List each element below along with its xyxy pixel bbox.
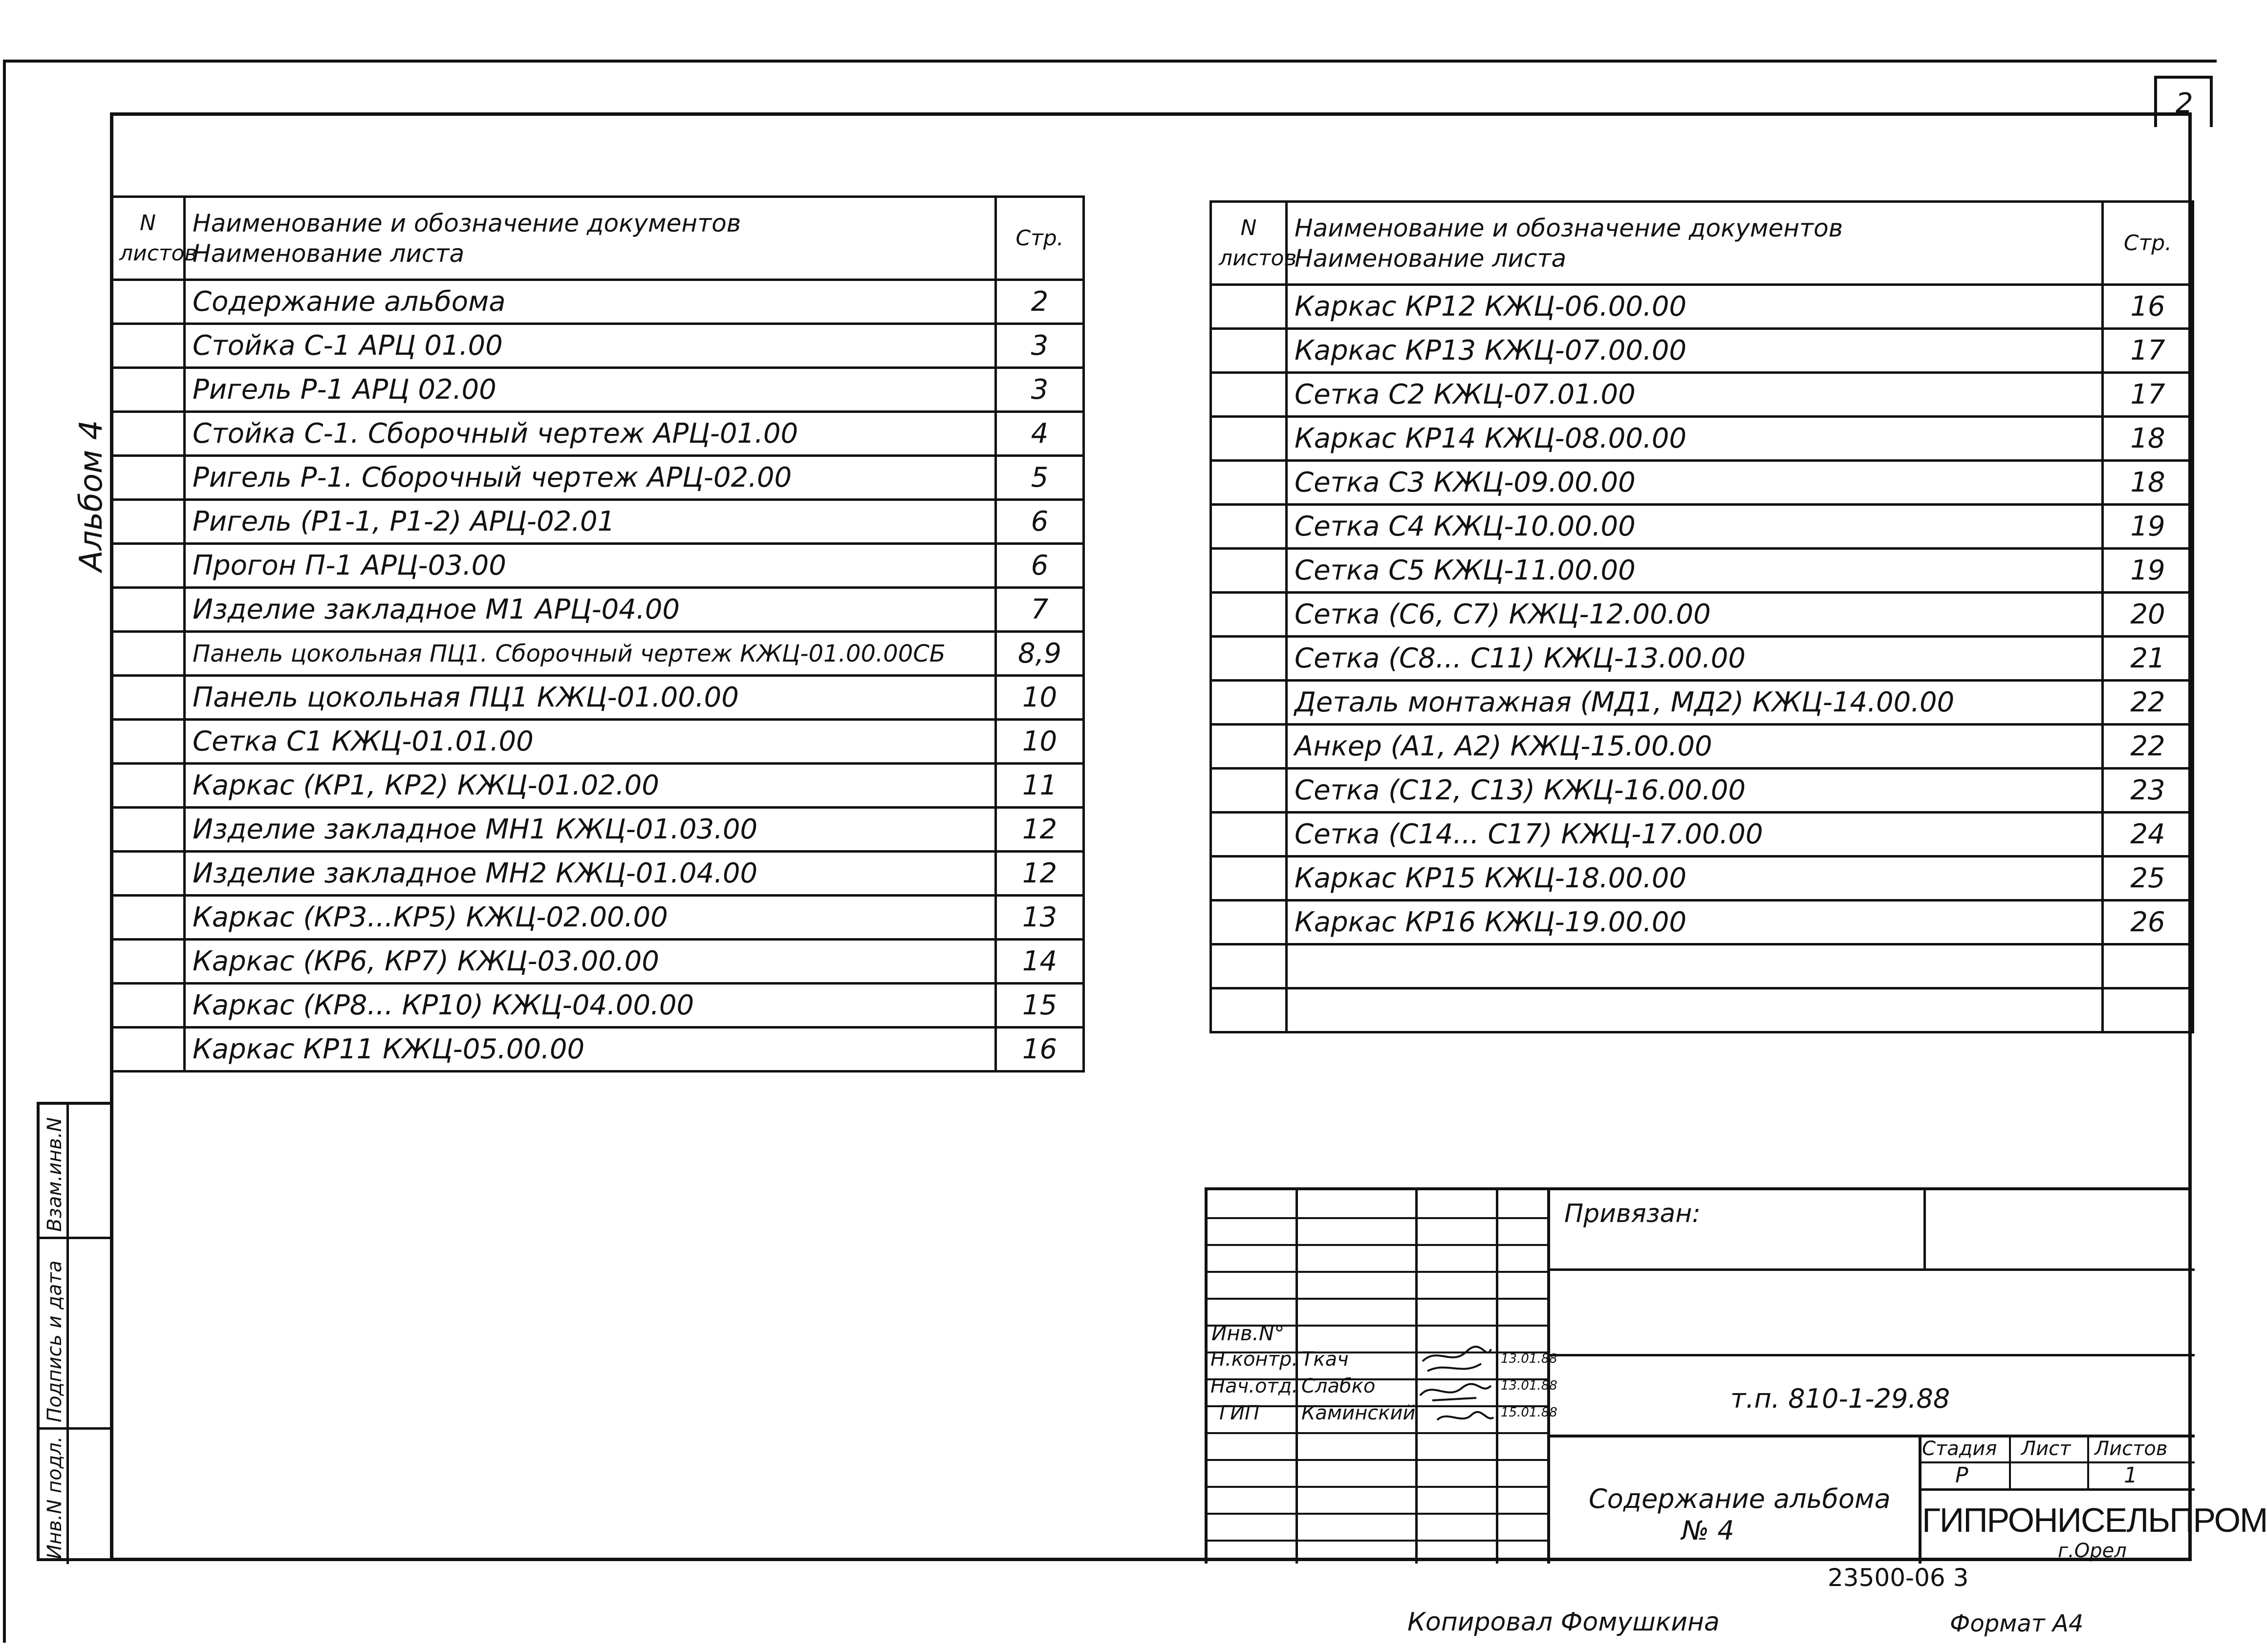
row-name: Изделие закладное МН1 КЖЦ-01.03.00 — [185, 808, 996, 852]
role-label: ГИП — [1219, 1402, 1260, 1424]
left-contents-table — [110, 195, 1085, 1073]
row-page: 13 — [996, 896, 1084, 940]
table-row — [1211, 373, 2193, 417]
table-row — [1211, 549, 2193, 593]
table-row — [1211, 285, 2193, 329]
row-name: Каркас КР16 КЖЦ-19.00.00 — [1287, 901, 2103, 944]
row-page: 22 — [2103, 681, 2193, 725]
table-row — [111, 1028, 1084, 1072]
row-page: 18 — [2103, 417, 2193, 461]
table-row — [111, 852, 1084, 896]
row-page: 22 — [2103, 725, 2193, 769]
stage-label: Стадия — [1922, 1437, 1997, 1460]
side-stamp-replace-inv: Взам.инв.N — [43, 1117, 66, 1232]
table-row — [1211, 769, 2193, 813]
col-header-name: Наименование и обозначение документов Наименование листа — [185, 197, 996, 280]
row-name: Панель цокольная ПЦ1 КЖЦ-01.00.00 — [185, 676, 996, 720]
row-page: 18 — [2103, 461, 2193, 505]
col-header-sheet-num: N листов — [1211, 202, 1287, 285]
row-page: 6 — [996, 500, 1084, 544]
table-row — [111, 632, 1084, 676]
sheet-value: 1 — [2124, 1463, 2137, 1488]
row-name: Ригель Р-1 АРЦ 02.00 — [185, 368, 996, 412]
signature-grid — [1208, 1190, 1557, 1564]
col-header-sheet-num: N листов — [111, 197, 185, 280]
row-name: Каркас КР15 КЖЦ-18.00.00 — [1287, 857, 2103, 901]
row-name: Сетка С4 КЖЦ-10.00.00 — [1287, 505, 2103, 549]
row-name: Сетка С3 КЖЦ-09.00.00 — [1287, 461, 2103, 505]
row-page: 21 — [2103, 637, 2193, 681]
row-page: 17 — [2103, 373, 2193, 417]
table-row — [1211, 681, 2193, 725]
table-row — [111, 676, 1084, 720]
row-page: 19 — [2103, 505, 2193, 549]
table-row — [111, 808, 1084, 852]
table-row — [1211, 329, 2193, 373]
sheets-label: Листов — [2094, 1437, 2168, 1460]
side-stamp — [37, 1102, 110, 1561]
table-row — [1211, 461, 2193, 505]
left-table-body — [111, 280, 1084, 1072]
row-page: 20 — [2103, 593, 2193, 637]
sign-date: 13.01.88 — [1501, 1378, 1557, 1393]
sheet-label: Лист — [2021, 1437, 2071, 1460]
row-page: 16 — [996, 1028, 1084, 1072]
copied-by: Копировал Фомушкина — [1407, 1608, 1720, 1637]
row-page: 24 — [2103, 813, 2193, 857]
row-name: Сетка (С12, С13) КЖЦ-16.00.00 — [1287, 769, 2103, 813]
doc-title-line2: № 4 — [1682, 1515, 1734, 1546]
table-row — [1211, 637, 2193, 681]
row-name: Каркас (КР1, КР2) КЖЦ-01.02.00 — [185, 764, 996, 808]
row-page: 11 — [996, 764, 1084, 808]
table-row — [111, 588, 1084, 632]
row-page: 3 — [996, 368, 1084, 412]
table-row — [111, 368, 1084, 412]
project-code: т.п. 810-1-29.88 — [1730, 1383, 1950, 1414]
row-name: Сетка (С14... С17) КЖЦ-17.00.00 — [1287, 813, 2103, 857]
row-page: 12 — [996, 808, 1084, 852]
table-row — [111, 940, 1084, 984]
table-row — [111, 412, 1084, 456]
table-row — [111, 324, 1084, 368]
row-page: 17 — [2103, 329, 2193, 373]
table-row — [1211, 988, 2193, 1032]
side-stamp-signature-date: Подпись и дата — [43, 1260, 66, 1422]
row-name: Сетка С1 КЖЦ-01.01.00 — [185, 720, 996, 764]
signer-name: Каминский — [1301, 1402, 1416, 1424]
table-row — [111, 456, 1084, 500]
row-name: Ригель (Р1-1, Р1-2) АРЦ-02.01 — [185, 500, 996, 544]
table-row — [1211, 813, 2193, 857]
col-header-page: Стр. — [996, 197, 1084, 280]
row-page: 5 — [996, 456, 1084, 500]
signature-scribble — [1418, 1342, 1498, 1430]
paper-format: Формат А4 — [1950, 1610, 2084, 1637]
side-stamp-original-inv: Инв.N подл. — [43, 1436, 66, 1559]
row-name: Каркас (КР3...КР5) КЖЦ-02.00.00 — [185, 896, 996, 940]
row-page: 16 — [2103, 285, 2193, 329]
row-name — [1287, 988, 2103, 1032]
row-name: Сетка (С8... С11) КЖЦ-13.00.00 — [1287, 637, 2103, 681]
col-header-name: Наименование и обозначение документов Наименование листа — [1287, 202, 2103, 285]
col-header-page: Стр. — [2103, 202, 2193, 285]
bound-label: Привязан: — [1564, 1199, 1701, 1228]
sheet-number: 2 — [2176, 87, 2193, 119]
row-name: Анкер (А1, А2) КЖЦ-15.00.00 — [1287, 725, 2103, 769]
table-row — [1211, 944, 2193, 988]
row-page: 19 — [2103, 549, 2193, 593]
row-name: Стойка С-1 АРЦ 01.00 — [185, 324, 996, 368]
doc-title-line1: Содержание альбома — [1589, 1483, 1891, 1514]
row-name: Сетка (С6, С7) КЖЦ-12.00.00 — [1287, 593, 2103, 637]
row-page: 26 — [2103, 901, 2193, 944]
right-contents-table — [1209, 200, 2194, 1033]
order-number: 23500-06 3 — [1828, 1564, 1969, 1592]
table-row — [111, 544, 1084, 588]
row-name: Сетка С5 КЖЦ-11.00.00 — [1287, 549, 2103, 593]
row-name: Каркас КР12 КЖЦ-06.00.00 — [1287, 285, 2103, 329]
table-row — [1211, 725, 2193, 769]
signer-name: Слабко — [1301, 1375, 1376, 1397]
stage-value: Р — [1955, 1463, 1968, 1488]
row-name: Деталь монтажная (МД1, МД2) КЖЦ-14.00.00 — [1287, 681, 2103, 725]
table-row — [1211, 901, 2193, 944]
row-name: Стойка С-1. Сборочный чертеж АРЦ-01.00 — [185, 412, 996, 456]
row-name: Изделие закладное МН2 КЖЦ-01.04.00 — [185, 852, 996, 896]
table-row — [1211, 505, 2193, 549]
row-name: Каркас (КР6, КР7) КЖЦ-03.00.00 — [185, 940, 996, 984]
row-page — [2103, 944, 2193, 988]
organization-name: ГИПРОНИСЕЛЬПРОМ — [1922, 1501, 2267, 1539]
row-page: 3 — [996, 324, 1084, 368]
organization-city: г.Орел — [2058, 1540, 2127, 1562]
row-page: 12 — [996, 852, 1084, 896]
title-block — [1205, 1187, 2267, 1564]
table-row — [1211, 857, 2193, 901]
row-name: Сетка С2 КЖЦ-07.01.00 — [1287, 373, 2103, 417]
row-page: 10 — [996, 720, 1084, 764]
table-row — [1211, 417, 2193, 461]
row-page: 8,9 — [996, 632, 1084, 676]
role-label: Нач.отд. — [1210, 1375, 1298, 1397]
table-row — [1211, 593, 2193, 637]
row-page: 7 — [996, 588, 1084, 632]
row-name: Каркас КР13 КЖЦ-07.00.00 — [1287, 329, 2103, 373]
table-row — [111, 896, 1084, 940]
table-row — [111, 500, 1084, 544]
row-name: Каркас КР11 КЖЦ-05.00.00 — [185, 1028, 996, 1072]
row-page: 2 — [996, 280, 1084, 324]
row-name: Содержание альбома — [185, 280, 996, 324]
table-row — [111, 984, 1084, 1028]
row-page: 15 — [996, 984, 1084, 1028]
table-row — [111, 764, 1084, 808]
table-row — [111, 280, 1084, 324]
role-label: Н.контр. — [1210, 1348, 1298, 1371]
table-row — [111, 720, 1084, 764]
row-page: 4 — [996, 412, 1084, 456]
right-table-body — [1211, 285, 2193, 1032]
row-name: Панель цокольная ПЦ1. Сборочный чертеж КЖЦ-01.00.00СБ — [185, 632, 996, 676]
row-name: Ригель Р-1. Сборочный чертеж АРЦ-02.00 — [185, 456, 996, 500]
signer-name: Ткач — [1301, 1348, 1349, 1371]
row-page — [2103, 988, 2193, 1032]
row-name — [1287, 944, 2103, 988]
row-page: 6 — [996, 544, 1084, 588]
row-page: 23 — [2103, 769, 2193, 813]
sheet-number-box — [2154, 76, 2213, 127]
row-name: Каркас (КР8... КР10) КЖЦ-04.00.00 — [185, 984, 996, 1028]
row-page: 10 — [996, 676, 1084, 720]
row-name: Прогон П-1 АРЦ-03.00 — [185, 544, 996, 588]
row-name: Каркас КР14 КЖЦ-08.00.00 — [1287, 417, 2103, 461]
row-page: 25 — [2103, 857, 2193, 901]
row-name: Изделие закладное М1 АРЦ-04.00 — [185, 588, 996, 632]
sign-date: 13.01.88 — [1501, 1352, 1557, 1366]
row-page: 14 — [996, 940, 1084, 984]
sign-date: 15.01.88 — [1501, 1405, 1557, 1420]
inv-number-label: Инв.N° — [1211, 1321, 1285, 1345]
album-label: Альбом 4 — [73, 420, 109, 572]
